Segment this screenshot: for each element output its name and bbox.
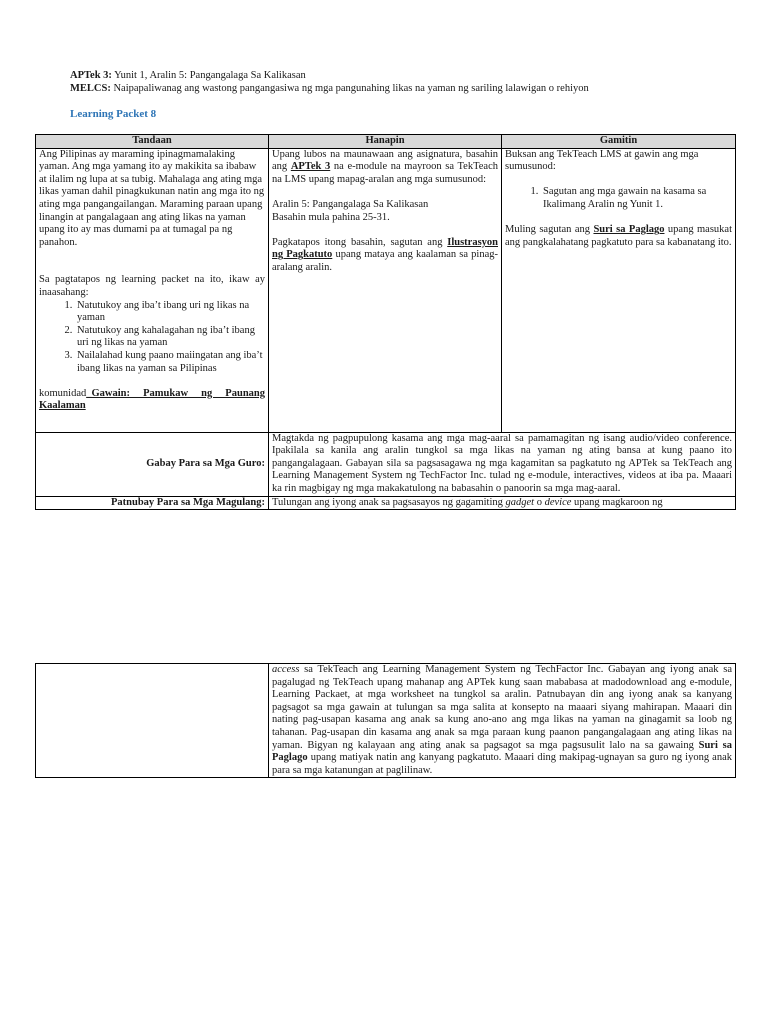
learning-packet-table [35,134,736,510]
packet-title: Learning Packet 8 [70,108,157,120]
gamitin-steps [505,186,732,211]
subject-line [70,69,306,83]
subject-text: Yunit 1, Aralin 5: Pangangalaga Sa Kalikasan [111,70,306,81]
gamitin-p2-text-a: Muling sagutan ang [505,224,594,236]
magulang-text [269,496,736,510]
col-header-hanapin: Hanapin [269,135,502,149]
footer-prefix: komunidad [39,387,87,399]
suri-sa-paglago-bold: Suri sa Paglago [272,739,732,764]
magulang-text-c: upang magkaroon ng [571,496,663,508]
guro-row [36,432,736,496]
magulang-label: Patnubay Para sa Mga Magulang: [36,496,269,510]
hanapin-p1-text-a: Upang lubos na maunawaan ang asignatura, basahin ang [272,148,498,173]
melcs-text: Naipapaliwanag ang wastong pangangasiwa ng mga pangunahing likas na yaman ng sariling lalawigan o rehiyon [110,83,589,94]
hanapin-p3-text-a: Pagkatapos itong basahin, sagutan ang [272,236,448,248]
aptek-link[interactable]: APTek 3 [290,161,331,173]
suri-link[interactable]: Suri sa Paglago [593,224,665,236]
continuation-text-a: sa TekTeach ang Learning Management System ng TechFactor Inc. Gabayan ang iyong anak sa pagalugad ng TekTeach upang mahanap ang APTek kung saan mababasa at madodownload ang e-module, Learning Packaet, at mga worksheet na tungkol sa aralin. Patnubayan din ang iyong anak sa kanyang pagsagot sa mga gawain at tulungan sa mga salita at konsepto na maaari siyang mahirapan. Maaari din nating pag-usapan kasama ang anak sa kung ano-ano ang mga likas na yaman na ginagamit sa loob ng tahanan. Pag-usapan din kasama ang anak sa mga paraan kung paanon pangangalagaan ang ating likas na yaman. Bigyan ng kalayaan ang ating anak sa pagsagot sa mga pagsusulit lalo na sa gawaing [272,664,732,751]
guro-text: Magtakda ng pagpupulong kasama ang mga mag-aaral sa pamamagitan ng isang audio/video conference. Ipakilala sa kanila ang aralin tungkol sa mga likas na yaman ng ating bansa at kung paano ito pangangalagaan. Gabayan sila sa pagsasagawa ng mga kagamitan sa pagkatuto ng APTek sa TekTeach ang Learning Management System ng TechFactor Inc. tulad ng e-module, interactives, videos at iba pa. Maaari ka rin magbigay ng mga makakatulong na babasahin o panoorin sa mga mag-aaral. [269,432,736,496]
magulang-text-a: Tulungan ang iyong anak sa pagsasayos ng gagamiting [272,496,506,508]
objective-item: 1. Natutukoy ang iba’t ibang uri ng likas na yaman [75,300,265,325]
continuation-row [36,664,736,778]
tandaan-footer [39,388,265,413]
gadget-word: gadget [505,496,535,508]
magulang-row [36,496,736,510]
gamitin-p2-text-b: upang masukat ang pangkalahatang pagkatuto para sa kabanatang ito. [505,224,732,248]
hanapin-p3-text-b: upang mataya ang kaalaman sa pinag-aralang aralin. [272,249,498,273]
tandaan-intro: Ang Pilipinas ay maraming ipinagmamalaking yaman. Ang mga yamang ito ay makikita sa ibabaw at ilalim ng lupa at sa tubig. Mahalaga ang ating mga likas yaman dahil pinagkukunan natin ang mga ito ng ating mga pangangailangan. Maraming paraan upang linangin at pangalagaan ang ating likas na yaman upang ito ay mas dumami pa at tumagal pa ng panahon. [39,148,265,248]
col-header-gamitin: Gamitin [502,135,736,149]
gamitin-step: 1. Sagutan ang mga gawain na kasama sa Ikalimang Aralin ng Yunit 1. [541,186,732,211]
objectives-list [39,300,265,376]
continuation-text-b: upang matiyak natin ang kanyang pagkatuto. Maaari ding makipag-ugnayan sa guro ng iyong anak para sa mga katanungan at paglilinaw. [272,752,732,776]
objectives-intro: Sa pagtatapos ng learning packet na ito, ikaw ay inaasahang: [39,274,265,298]
objective-item: 3. Nailalahad kung paano maiingatan ang iba’t ibang likas na yaman sa Pilipinas [75,350,265,375]
ilustrasyon-link[interactable]: Ilustrasyon ng Pagkatuto [272,236,498,261]
hanapin-p3 [272,237,498,275]
lesson-pages: Basahin mula pahina 25-31. [272,211,390,223]
gamitin-intro: Buksan ang TekTeach LMS at gawin ang mga sumusunod: [505,148,699,173]
melcs-line [70,82,589,96]
gamitin-p2 [505,224,732,249]
guro-label: Gabay Para sa Mga Guro: [36,432,269,496]
header-row [36,135,736,149]
hanapin-cell [269,148,502,432]
continuation-label-cell [36,664,269,778]
subject-label: APTek 3: [70,70,112,81]
hanapin-p1 [272,149,498,187]
continuation-table [35,663,736,778]
access-word: access [272,664,300,675]
gawain-link[interactable]: _Gawain: Pamukaw ng Paunang Kaalaman [39,387,265,412]
melcs-label: MELCS: [70,83,111,94]
lesson-title: Aralin 5: Pangangalaga Sa Kalikasan [272,198,429,210]
objective-item: 2. Natutukoy ang kahalagahan ng iba’t ibang uri ng likas na yaman [75,325,265,350]
magulang-text-b: o [534,496,545,508]
hanapin-p1-text-b: na e-module na mayroon sa TekTeach na LMS upang mapag-aralan ang mga sumusunod: [272,161,498,185]
tandaan-cell [36,148,269,432]
device-word: device [544,496,572,508]
content-row [36,148,736,432]
gamitin-cell [502,148,736,432]
continuation-text [269,664,736,778]
col-header-tandaan: Tandaan [36,135,269,149]
